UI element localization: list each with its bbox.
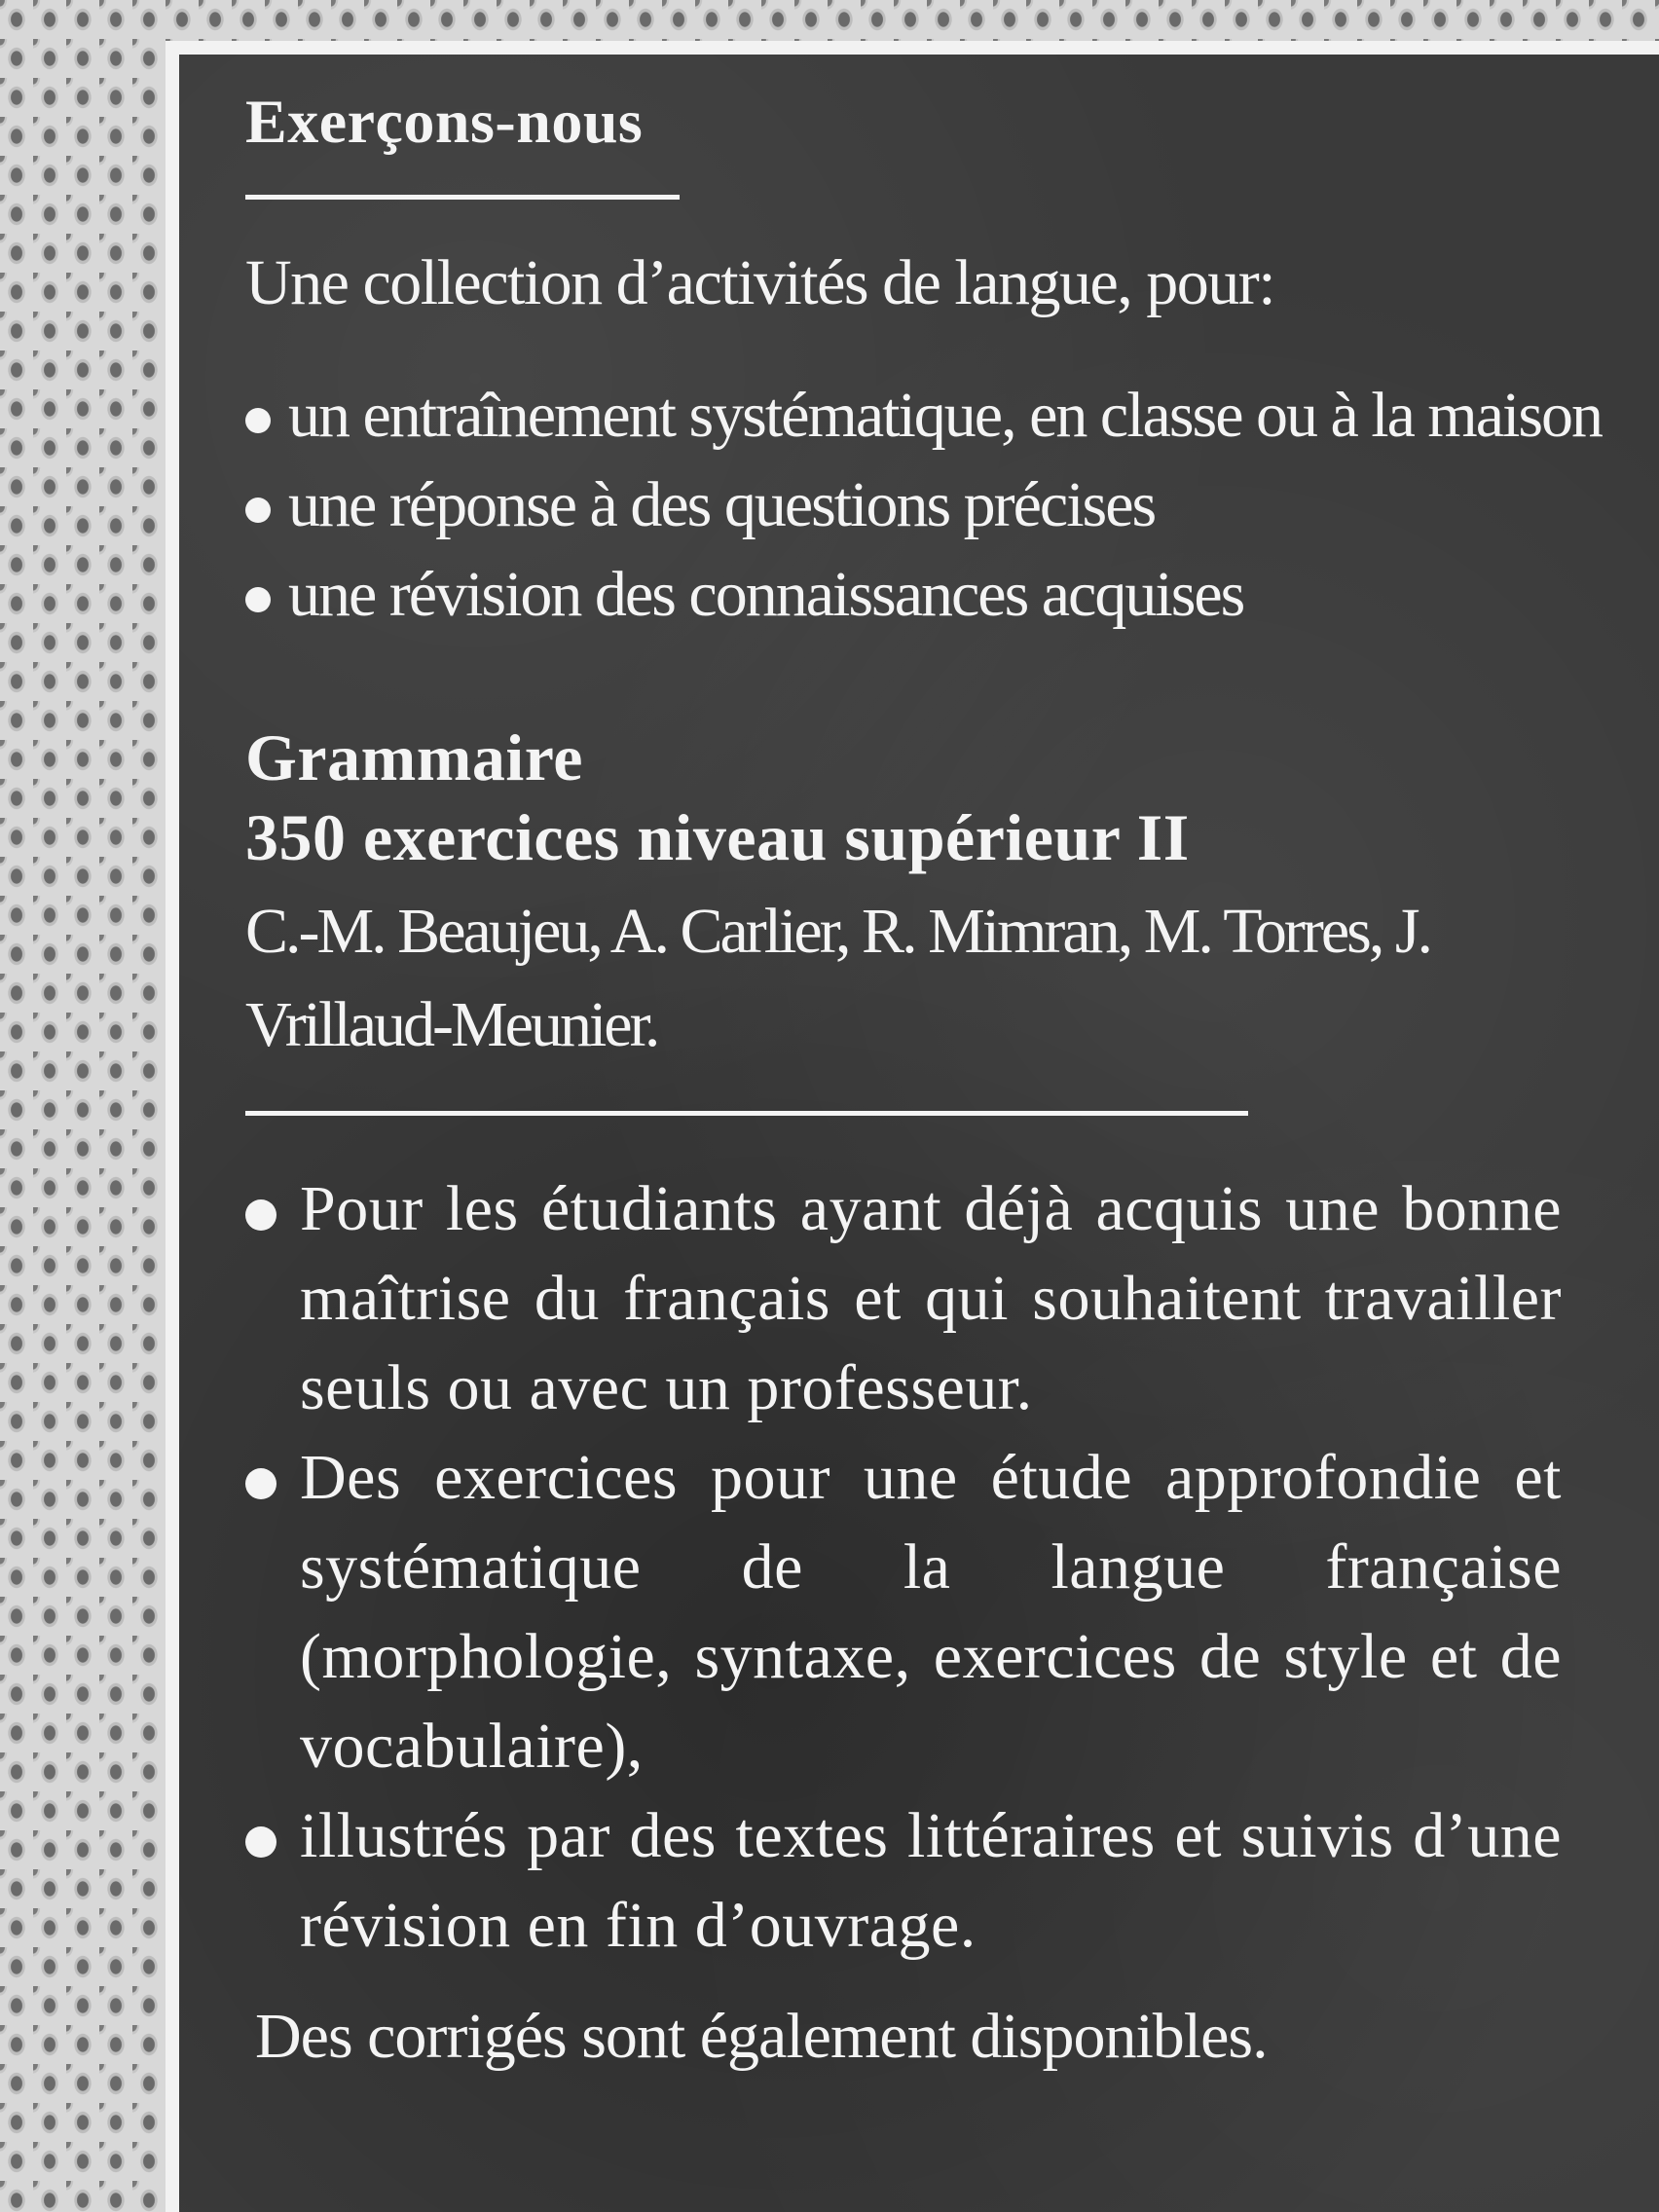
bullet-icon: [245, 1468, 276, 1499]
back-cover-content: [245, 87, 1603, 2075]
section-divider: [245, 1111, 1248, 1116]
aim-text: une révision des connaissances acquises: [288, 559, 1244, 631]
footer-note: Des corrigés sont également disponibles.: [255, 2001, 1268, 2073]
aim-text: un entraînement systématique, en classe ou à la maison: [288, 380, 1603, 452]
intro-text: Une collection d’activités de langue, pour:: [245, 247, 1275, 319]
bullet-icon: [245, 498, 271, 523]
feature-text: Des exercices pour une étude approfondie et systématique de la langue française (morphologie, syntaxe, exercices de style et de vocabulaire),: [300, 1442, 1562, 1783]
feature-text: Pour les étudiants ayant déjà acquis une bonne maîtrise du français et qui souhaitent travailler seuls ou avec un professeur.: [300, 1173, 1562, 1424]
aims-list: [245, 371, 1603, 640]
bullet-icon: [245, 408, 271, 433]
bullet-icon: [245, 1199, 276, 1231]
bullet-icon: [245, 587, 271, 612]
aim-text: une réponse à des questions précises: [288, 469, 1156, 541]
features-list: [245, 1164, 1562, 1971]
book-title: [245, 718, 1569, 877]
book-subject: Grammaire: [245, 720, 583, 795]
series-title: Exerçons-nous: [245, 87, 644, 156]
list-item: [245, 1164, 1562, 1433]
list-item: [245, 461, 1569, 550]
list-item: [245, 1791, 1562, 1971]
feature-text: illustrés par des textes littéraires et suivis d’une révision en fin d’ouvrage.: [300, 1800, 1562, 1962]
book-subtitle: 350 exercices niveau supérieur II: [245, 800, 1190, 875]
list-item: [245, 550, 1569, 640]
list-item: [245, 1433, 1562, 1791]
book-authors: C.-M. Beaujeu, A. Carlier, R. Mimran, M. Torres, J. Vrillaud-Meunier.: [245, 896, 1431, 1061]
bullet-icon: [245, 1826, 276, 1858]
title-divider: [245, 195, 680, 200]
list-item: [245, 371, 1603, 461]
